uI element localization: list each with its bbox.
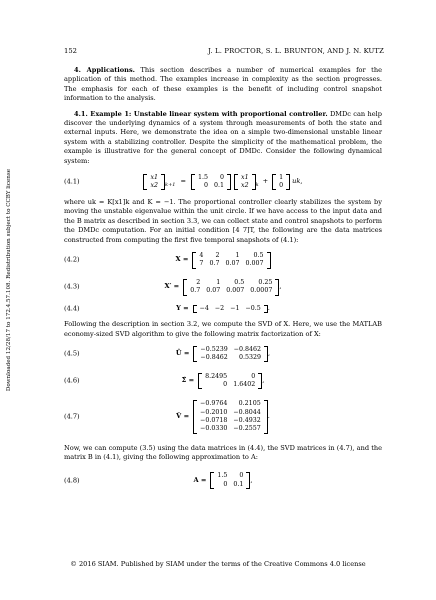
matrix-cell: 1 (235, 251, 240, 259)
matrix-cell: 0.07 (225, 260, 240, 268)
matrix-cell: 0 (223, 480, 228, 488)
equation-4-1: (4.1) x1 x2 $_{k+1}$ = 1.5 0 0 0.1 x1 x2 $_k$ + 1 0 uk, (64, 173, 303, 190)
matrix-cell: 0.1 (233, 480, 244, 488)
equation-4-5: (4.5) Û = −0.5239 −0.8462 −0.8462 0.5329 , (64, 345, 271, 361)
equation-4-6: (4.6) Σ̂ = 8.2495 0 0 1.6402 , (64, 372, 265, 388)
matrix-cell: 0.5 (253, 251, 264, 259)
matrix-cell: 0.2105 (238, 400, 261, 408)
matrix-cell: −0.4932 (233, 416, 261, 424)
matrix-cell: −0.0330 (200, 425, 228, 433)
matrix-cell: −0.8462 (233, 345, 262, 353)
paragraph-svd: Following the description in section 3.2, we compute the SVD of X. Here, we use the MATLAB economy-sized SVD algorithm to give the following matrix factorization of X: (64, 320, 382, 338)
matrix-cell: 2 (196, 278, 201, 286)
matrix-cell: 0.007 (226, 287, 245, 295)
subsection-4-1: 4.1. Example 1: Unstable linear system with proportional controller. DMDc can help discover the underlying dynamics of a system through measurements of both the state and external inputs. Here, we demonstrate the idea on a simple two-dimensional unstable linear system with a stabilizing controller. Despite the simplicity of the mathematical problem, the example is illustrative for the general concept of DMDc. Consider the following dynamical system: (64, 109, 382, 165)
equation-4-8: (4.8) A = 1.5 0 0 0.1 , (64, 472, 253, 488)
matrix-cell: 0.7 (209, 260, 220, 268)
matrix-cell: −1 (230, 304, 240, 312)
equation-4-3: (4.3) X′ = 2 1 0.5 0.25 0.7 0.07 0.007 0.0007 , (64, 278, 282, 295)
matrix-cell: −0.5 (245, 304, 261, 312)
matrix-cell: 4 (199, 251, 204, 259)
matrix-cell: 0.5329 (239, 353, 262, 361)
matrix-cell: 7 (199, 260, 204, 268)
matrix-cell: 2 (215, 251, 220, 259)
matrix-cell: 1.5 (217, 472, 228, 480)
running-header (64, 47, 384, 59)
matrix-cell: −0.5239 (200, 345, 228, 353)
matrix-cell: −0.8462 (200, 353, 228, 361)
section-4: 4. Applications. This section describes a number of numerical examples for the application of this method. The examples increase in complexity as the section progresses. The emphasis for each of these examples is the benefit of including control snapshot information to the analysis. (64, 66, 382, 103)
matrix-cell: −0.2557 (233, 425, 261, 433)
matrix-cell: 0 (251, 372, 256, 380)
equation-4-2: (4.2) X = 4 2 1 0.5 7 0.7 0.07 0.007 (64, 248, 382, 272)
matrix-cell: −2 (214, 304, 225, 312)
matrix-cell: 0.7 (190, 287, 201, 295)
equation-4-4: (4.4) Υ = −4 −2 −1 −0.5 . (64, 304, 270, 313)
matrix-cell: 0.007 (245, 260, 264, 268)
matrix-cell: 0 (223, 380, 228, 388)
matrix-cell: 0.0007 (250, 287, 273, 295)
matrix-cell: −0.2010 (200, 408, 228, 416)
matrix-cell: −4 (199, 304, 209, 312)
main-text (64, 66, 382, 496)
matrix-cell: 0.25 (258, 278, 273, 286)
paragraph-compute: Now, we can compute (3.5) using the data matrices in (4.4), the SVD matrices in (4.7), and the matrix B in (4.1), giving the following approximation to A: (64, 443, 382, 462)
sidebar-download-note: Downloaded 12/28/17 to 172.4.57.108. Redistribution subject to CCBY license (6, 168, 12, 392)
matrix-cell: 0.07 (206, 287, 221, 295)
matrix-cell: 1 (216, 278, 221, 286)
matrix-cell: 8.2495 (205, 372, 228, 380)
matrix-cell: 1.6402 (233, 380, 256, 388)
matrix-cell: 0.5 (234, 278, 245, 286)
equation-4-7: (4.7) V̂ = −0.9764 0.2105 −0.2010 −0.8044 −0.0718 −0.4932 −0.0330 −0.2557 . (64, 400, 270, 433)
page-number: 152 (64, 47, 77, 55)
matrix-cell: −0.9764 (200, 400, 228, 408)
authors: J. L. PROCTOR, S. L. BRUNTON, AND J. N. KUTZ (208, 47, 384, 55)
matrix-cell: −0.8044 (233, 408, 261, 416)
paragraph-where: where uk = K[x1]k and K = −1. The proportional controller clearly stabilizes the system by moving the unstable eigenvalue within the unit circle. If we have access to the input data and the B matrix as described in section 3.3, we can collect state and control snapshots to perform the DMDc computation. For an initial condition [4 7]T, the following are the data matrices constructed from computing the first five temporal snapshots of (4.1): (64, 198, 382, 244)
matrix-cell: 0 (239, 472, 244, 480)
matrix-cell: −0.0718 (200, 416, 228, 424)
footer-license: © 2016 SIAM. Published by SIAM under the terms of the Creative Commons 4.0 license (70, 560, 366, 568)
